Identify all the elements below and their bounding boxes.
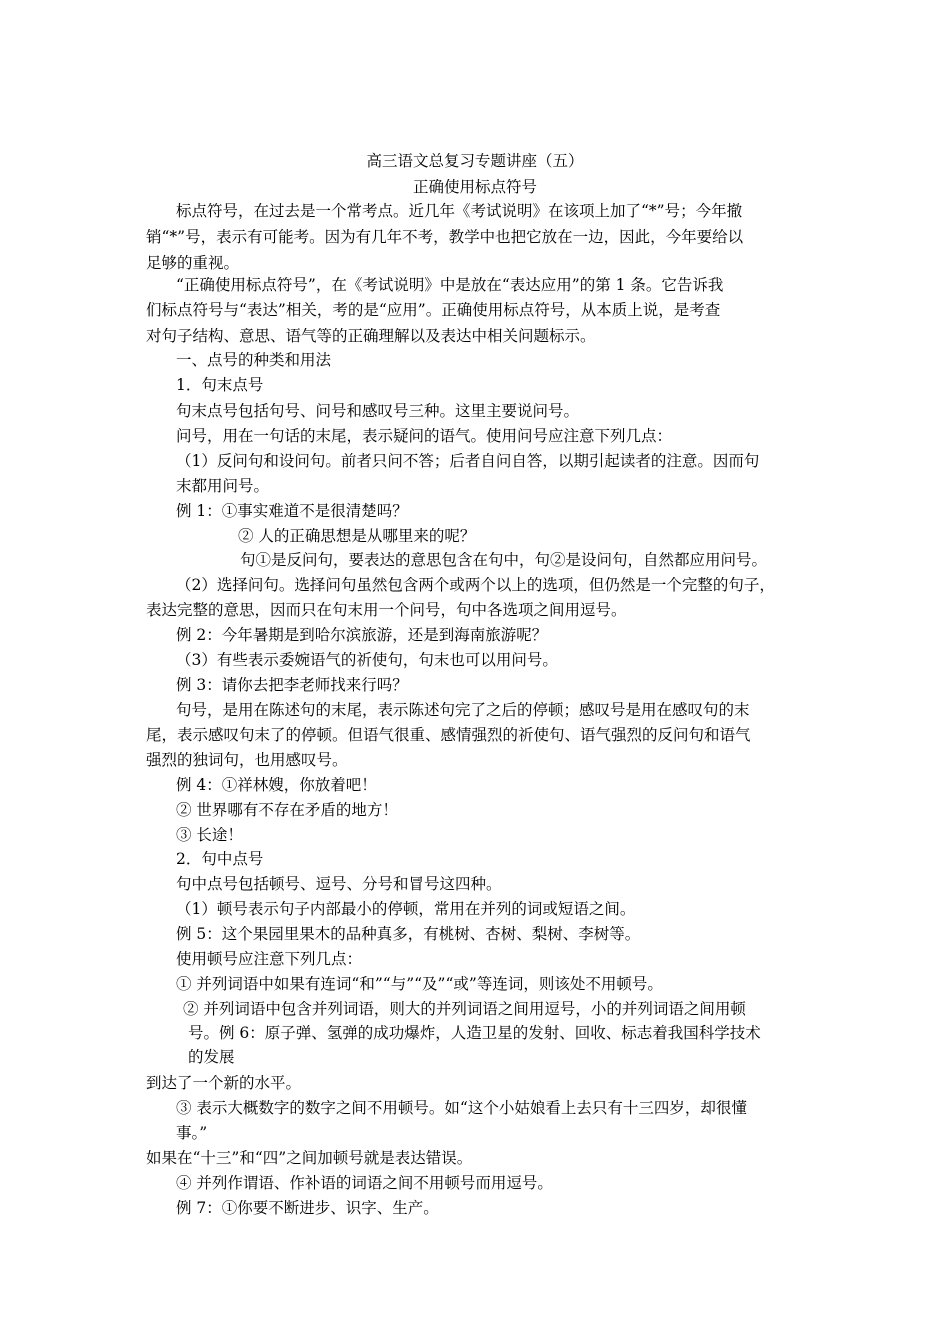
subsection-heading: 2．句中点号	[176, 850, 264, 868]
example-line: 例 3：请你去把李老师找来行吗？	[176, 676, 408, 694]
paragraph-line: “正确使用标点符号”，在《考试说明》中是放在“表达应用”的第 1 条。它告诉我	[176, 276, 724, 294]
example-line: 例 7：①你要不断进步、识字、生产。	[176, 1199, 439, 1217]
paragraph-line: 使用顿号应注意下列几点：	[176, 950, 363, 968]
paragraph-line: 表达完整的意思，因而只在句末用一个问号，句中各选项之间用逗号。	[146, 601, 627, 619]
document-title: 高三语文总复习专题讲座（五）	[366, 152, 584, 170]
paragraph-line: 句号，是用在陈述句的末尾，表示陈述句完了之后的停顿；感叹号是用在感叹句的末	[176, 701, 750, 719]
example-line: 例 1：①事实难道不是很清楚吗？	[176, 502, 408, 520]
paragraph-line: （3）有些表示委婉语气的祈使句，句末也可以用问号。	[176, 651, 558, 669]
paragraph-line: 尾，表示感叹句末了的停顿。但语气很重、感情强烈的祈使句、语气强烈的反问句和语气	[146, 726, 751, 744]
example-line: 例 4：①祥林嫂，你放着吧！	[176, 776, 377, 794]
document-subtitle: 正确使用标点符号	[412, 178, 537, 196]
paragraph-line: 强烈的独词句，也用感叹号。	[146, 751, 348, 769]
paragraph-line: （1）顿号表示句子内部最小的停顿，常用在并列的词或短语之间。	[176, 900, 636, 918]
paragraph-line: 句①是反问句，要表达的意思包含在句中，句②是设问句，自然都应用问号。	[240, 551, 768, 569]
paragraph-line: （2）选择问句。选择问句虽然包含两个或两个以上的选项，但仍然是一个完整的句子，	[176, 576, 775, 594]
paragraph-line: 销“*”号，表示有可能考。因为有几年不考，教学中也把它放在一边，因此，今年要给以	[146, 228, 744, 246]
paragraph-line: ① 并列词语中如果有连词“和”“与”“及”“或”等连词，则该处不用顿号。	[176, 975, 663, 993]
paragraph-line: 们标点符号与“表达”相关，考的是“应用”。正确使用标点符号，从本质上说，是考查	[146, 301, 721, 319]
paragraph-line: ② 并列词语中包含并列词语，则大的并列词语之间用逗号，小的并列词语之间用顿	[183, 1000, 746, 1018]
example-line: ③ 长途！	[176, 826, 243, 844]
paragraph-line: 号。例 6：原子弹、氢弹的成功爆炸，人造卫星的发射、回收、标志着我国科学技术	[188, 1024, 761, 1042]
paragraph-line: （1）反问句和设问句。前者只问不答；后者自问自答，以期引起读者的注意。因而句	[176, 452, 760, 470]
subsection-heading: 1．句末点号	[176, 376, 264, 394]
example-line: 例 2：今年暑期是到哈尔滨旅游，还是到海南旅游呢？	[176, 626, 548, 644]
paragraph-line: 句末点号包括句号、问号和感叹号三种。这里主要说问号。	[176, 402, 580, 420]
paragraph-line: 如果在“十三”和“四”之间加顿号就是表达错误。	[146, 1149, 473, 1167]
paragraph-line: ④ 并列作谓语、作补语的词语之间不用顿号而用逗号。	[176, 1174, 553, 1192]
paragraph-line: 到达了一个新的水平。	[146, 1074, 302, 1092]
paragraph-line: 末都用问号。	[176, 477, 270, 495]
paragraph-line: 问号，用在一句话的末尾，表示疑问的语气。使用问号应注意下列几点：	[176, 427, 673, 445]
example-line: ② 世界哪有不存在矛盾的地方！	[176, 801, 398, 819]
paragraph-line: 事。”	[176, 1124, 208, 1142]
paragraph-line: 句中点号包括顿号、逗号、分号和冒号这四种。	[176, 875, 502, 893]
paragraph-line: 的发展	[188, 1048, 235, 1066]
paragraph-line: 足够的重视。	[146, 254, 240, 272]
paragraph-line: 对句子结构、意思、语气等的正确理解以及表达中相关问题标示。	[146, 327, 596, 345]
section-heading: 一、点号的种类和用法	[176, 351, 332, 369]
paragraph-line: ③ 表示大概数字的数字之间不用顿号。如“这个小姑娘看上去只有十三四岁，却很懂	[176, 1099, 747, 1117]
example-line: ② 人的正确思想是从哪里来的呢？	[238, 527, 476, 545]
paragraph-line: 标点符号，在过去是一个常考点。近几年《考试说明》在该项上加了“*”号；今年撤	[176, 202, 743, 220]
example-line: 例 5：这个果园里果木的品种真多，有桃树、杏树、梨树、李树等。	[176, 925, 641, 943]
